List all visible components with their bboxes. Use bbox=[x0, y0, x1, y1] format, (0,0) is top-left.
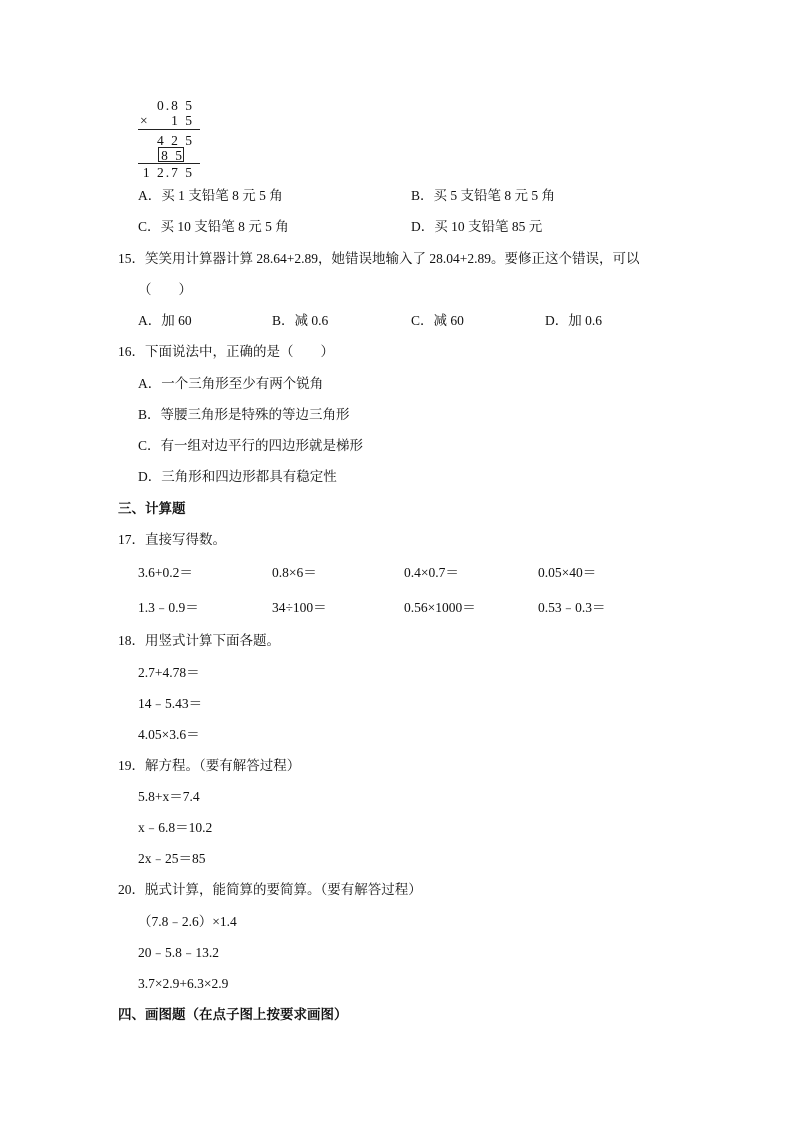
q17-stem: 17．直接写得数。 bbox=[118, 532, 226, 547]
q17-item: 34÷100＝ bbox=[272, 600, 327, 615]
product-result: 1 2.7 5 bbox=[142, 165, 194, 180]
q18-stem: 18．用竖式计算下面各题。 bbox=[118, 633, 280, 648]
times-sign: × bbox=[140, 113, 148, 128]
q20-item: 20﹣5.8﹣13.2 bbox=[138, 945, 219, 960]
q14-option-a: A．买 1 支铅笔 8 元 5 角 bbox=[138, 188, 283, 203]
section-3-heading: 三、计算题 bbox=[118, 501, 186, 516]
q16-option-a: A．一个三角形至少有两个锐角 bbox=[138, 376, 324, 391]
q17-item: 0.05×40＝ bbox=[538, 565, 597, 580]
q17-item: 0.56×1000＝ bbox=[404, 600, 476, 615]
q15-option-b: B．减 0.6 bbox=[272, 313, 329, 328]
q19-item: 5.8+x＝7.4 bbox=[138, 789, 200, 804]
q15-answer-paren: （ ） bbox=[138, 282, 192, 297]
q15-stem: 15．笑笑用计算器计算 28.64+2.89，她错误地输入了 28.04+2.89。要修正这个错误，可以 bbox=[118, 251, 640, 266]
q20-item: （7.8﹣2.6）×1.4 bbox=[138, 914, 237, 929]
q17-item: 1.3﹣0.9＝ bbox=[138, 600, 199, 615]
partial-product-2: 8 5 bbox=[161, 148, 184, 163]
partial-product-1: 4 2 5 bbox=[157, 133, 194, 148]
rule-line-1 bbox=[138, 129, 200, 130]
q16-option-b: B．等腰三角形是特殊的等边三角形 bbox=[138, 407, 350, 422]
q14-option-c: C．买 10 支铅笔 8 元 5 角 bbox=[138, 219, 289, 234]
q20-stem: 20．脱式计算，能简算的要简算。（要有解答过程） bbox=[118, 882, 422, 897]
q19-stem: 19．解方程。（要有解答过程） bbox=[118, 758, 301, 773]
q15-option-a: A．加 60 bbox=[138, 313, 192, 328]
q18-item: 4.05×3.6＝ bbox=[138, 727, 200, 742]
q19-item: x﹣6.8＝10.2 bbox=[138, 820, 213, 835]
multiplicand: 0.8 5 bbox=[157, 98, 194, 113]
q14-option-b: B．买 5 支铅笔 8 元 5 角 bbox=[411, 188, 556, 203]
q18-item: 2.7+4.78＝ bbox=[138, 665, 200, 680]
q20-item: 3.7×2.9+6.3×2.9 bbox=[138, 976, 229, 991]
q15-option-d: D．加 0.6 bbox=[545, 313, 602, 328]
q17-item: 0.8×6＝ bbox=[272, 565, 317, 580]
vertical-multiplication bbox=[138, 97, 200, 179]
q19-item: 2x﹣25＝85 bbox=[138, 851, 206, 866]
q17-item: 0.4×0.7＝ bbox=[404, 565, 459, 580]
q14-option-d: D．买 10 支铅笔 85 元 bbox=[411, 219, 543, 234]
rule-line-2 bbox=[138, 163, 200, 164]
q18-item: 14﹣5.43＝ bbox=[138, 696, 203, 711]
q15-option-c: C．减 60 bbox=[411, 313, 464, 328]
q17-item: 0.53﹣0.3＝ bbox=[538, 600, 606, 615]
section-4-heading: 四、画图题（在点子图上按要求画图） bbox=[118, 1007, 348, 1022]
q16-option-d: D．三角形和四边形都具有稳定性 bbox=[138, 469, 337, 484]
q16-stem: 16．下面说法中，正确的是（ ） bbox=[118, 344, 334, 359]
q16-option-c: C．有一组对边平行的四边形就是梯形 bbox=[138, 438, 364, 453]
multiplier: 1 5 bbox=[171, 113, 194, 128]
q17-item: 3.6+0.2＝ bbox=[138, 565, 193, 580]
